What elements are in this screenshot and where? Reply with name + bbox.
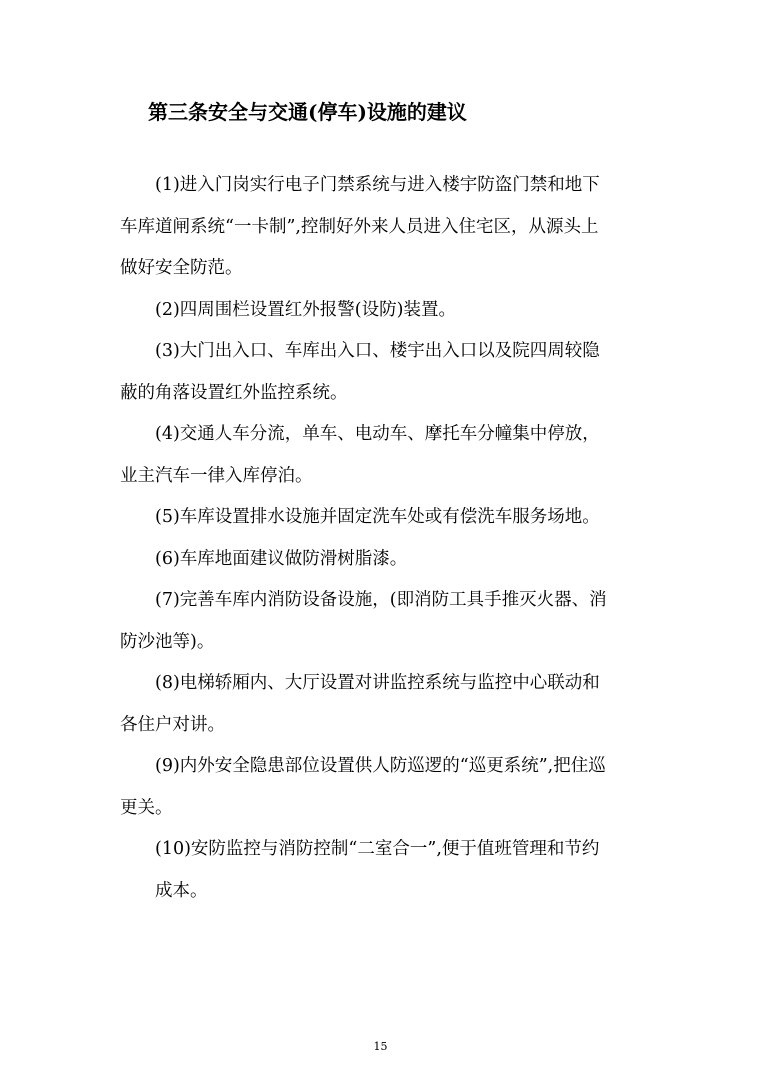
page-number: 15 [373,1040,388,1053]
item-9-line-2: 更关。 [120,797,173,818]
list-item [120,290,640,332]
item-1-line-1: (1)进入门岗实行电子门禁系统与进入楼宇防盗门禁和地下 [155,175,600,195]
item-7-line-2: 防沙池等)。 [120,631,215,652]
item-6-line-1: (6)车库地面建议做防滑树脂漆。 [155,548,408,569]
item-8-line-2: 各住户对讲。 [120,714,225,735]
item-1-line-3: 做好安全防范。 [120,258,243,278]
recommendation-list [120,165,640,912]
list-item [120,829,640,912]
item-3-line-1: (3)大门出入口、车库出入口、楼宇出入口以及院四周较隐 [155,341,600,361]
list-item [120,497,640,539]
item-3-line-2: 蔽的角落设置红外监控系统。 [120,382,348,403]
item-7-line-1: (7)完善车库内消防设备设施，(即消防工具手推灭火器、消 [155,590,607,610]
list-item [120,663,640,746]
item-5-line-1: (5)车库设置排水设施并固定洗车处或有偿洗车服务场地。 [155,507,600,527]
list-item [120,580,640,663]
list-item [120,539,640,581]
list-item [120,746,640,829]
item-1-line-2: 车库道闸系统“一卡制”,控制好外来人员进入住宅区，从源头上 [120,216,599,237]
list-item [120,414,640,497]
item-10-line-1: (10)安防监控与消防控制“二室合一”,便于值班管理和节约 [155,839,600,859]
item-8-line-1: (8)电梯轿厢内、大厅设置对讲监控系统与监控中心联动和 [155,673,600,693]
item-2-line-1: (2)四周围栏设置红外报警(设防)装置。 [155,299,456,320]
list-item [120,165,640,290]
item-4-line-1: (4)交通人车分流，单车、电动车、摩托车分幢集中停放， [155,424,600,444]
item-10-line-2: 成本。 [155,880,208,901]
item-9-line-1: (9)内外安全隐患部位设置供人防巡逻的“巡更系统”,把住巡 [155,756,606,776]
list-item [120,331,640,414]
item-4-line-2: 业主汽车一律入库停泊。 [120,465,313,486]
section-heading: 第三条安全与交通(停车)设施的建议 [148,100,467,124]
